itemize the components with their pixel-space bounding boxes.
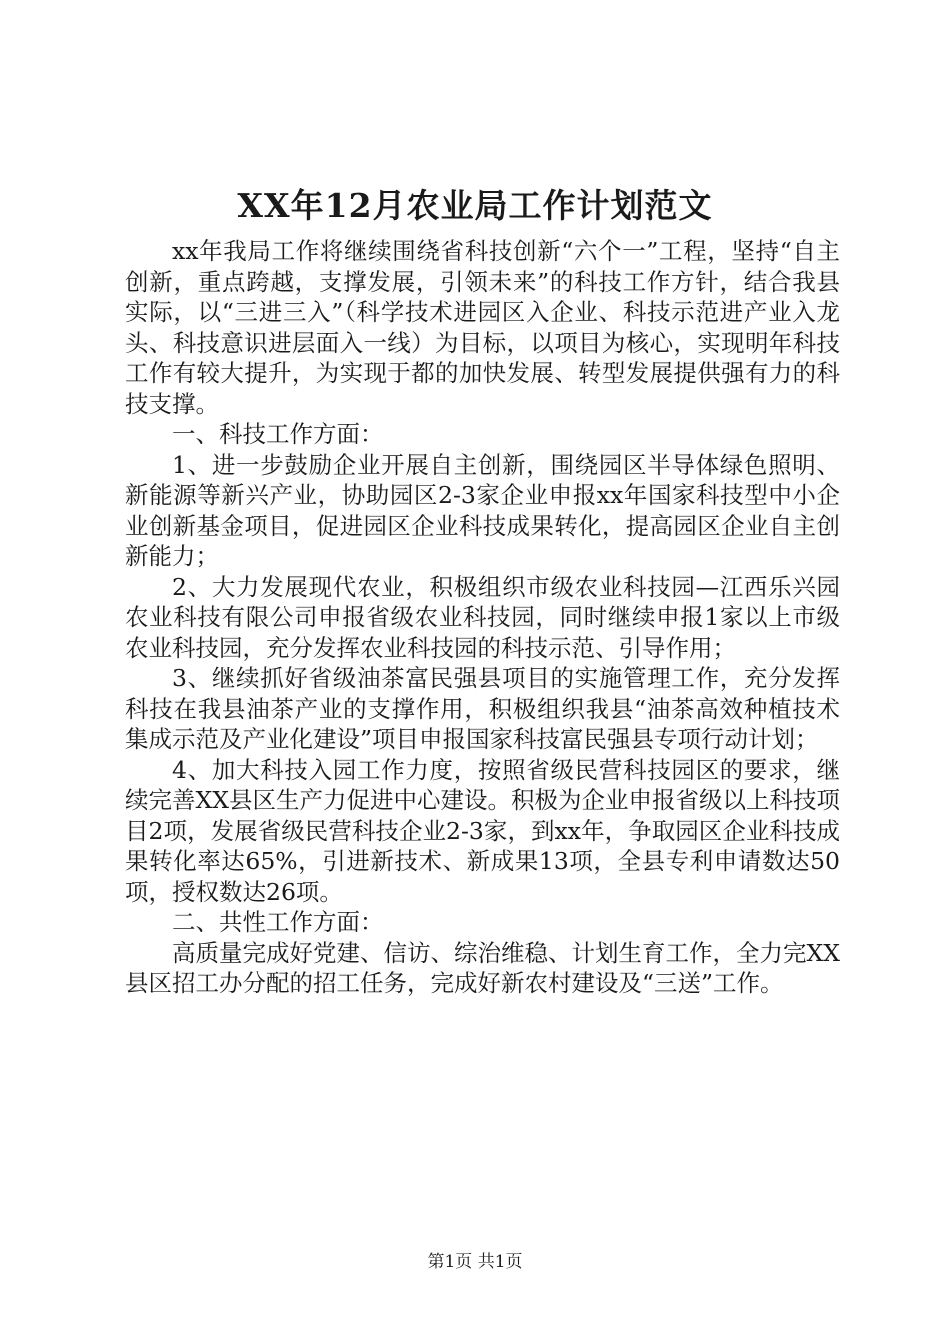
paragraph-item-2: 2、大力发展现代农业，积极组织市级农业科技园—江西乐兴园农业科技有限公司申报省级农业科技园，同时继续申报1家以上市级农业科技园，充分发挥农业科技园的科技示范、引导作用； (125, 572, 840, 662)
document-title: XX年12月农业局工作计划范文 (237, 186, 713, 225)
document-body (125, 236, 840, 999)
section-heading-tech: 一、科技工作方面： (172, 420, 384, 448)
paragraph-intro: xx年我局工作将继续围绕省科技创新“六个一”工程，坚持“自主创新，重点跨越，支撑发展，引领未来”的科技工作方针，结合我县实际，以“三进三入”（科学技术进园区入企业、科技示范进产业入龙头、科技意识进层面入一线）为目标，以项目为核心，实现明年科技工作有较大提升，为实现于都的加快发展、转型发展提供强有力的科技支撑。 (125, 237, 840, 418)
paragraph-item-3: 3、继续抓好省级油茶富民强县项目的实施管理工作，充分发挥科技在我县油茶产业的支撑作用，积极组织我县“油茶高效种植技术集成示范及产业化建设”项目申报国家科技富民强县专项行动计划； (125, 664, 840, 753)
paragraph-common: 高质量完成好党建、信访、综治维稳、计划生育工作，全力完XX县区招工办分配的招工任务，完成好新农村建设及“三送”工作。 (125, 938, 840, 997)
section-heading-common: 二、共性工作方面： (172, 908, 384, 936)
page-footer: 第1页 共1页 (427, 1252, 523, 1272)
paragraph-item-4: 4、加大科技入园工作力度，按照省级民营科技园区的要求，继续完善XX县区生产力促进中心建设。积极为企业申报省级以上科技项目2项，发展省级民营科技企业2-3家，到xx年，争取园区企业科技成果转化率达65%，引进新技术、新成果13项，全县专利申请数达50项，授权数达26项。 (125, 755, 840, 906)
paragraph-item-1: 1、进一步鼓励企业开展自主创新，围绕园区半导体绿色照明、新能源等新兴产业，协助园区2-3家企业申报xx年国家科技型中小企业创新基金项目，促进园区企业科技成果转化，提高园区企业自主创新能力； (125, 450, 840, 570)
